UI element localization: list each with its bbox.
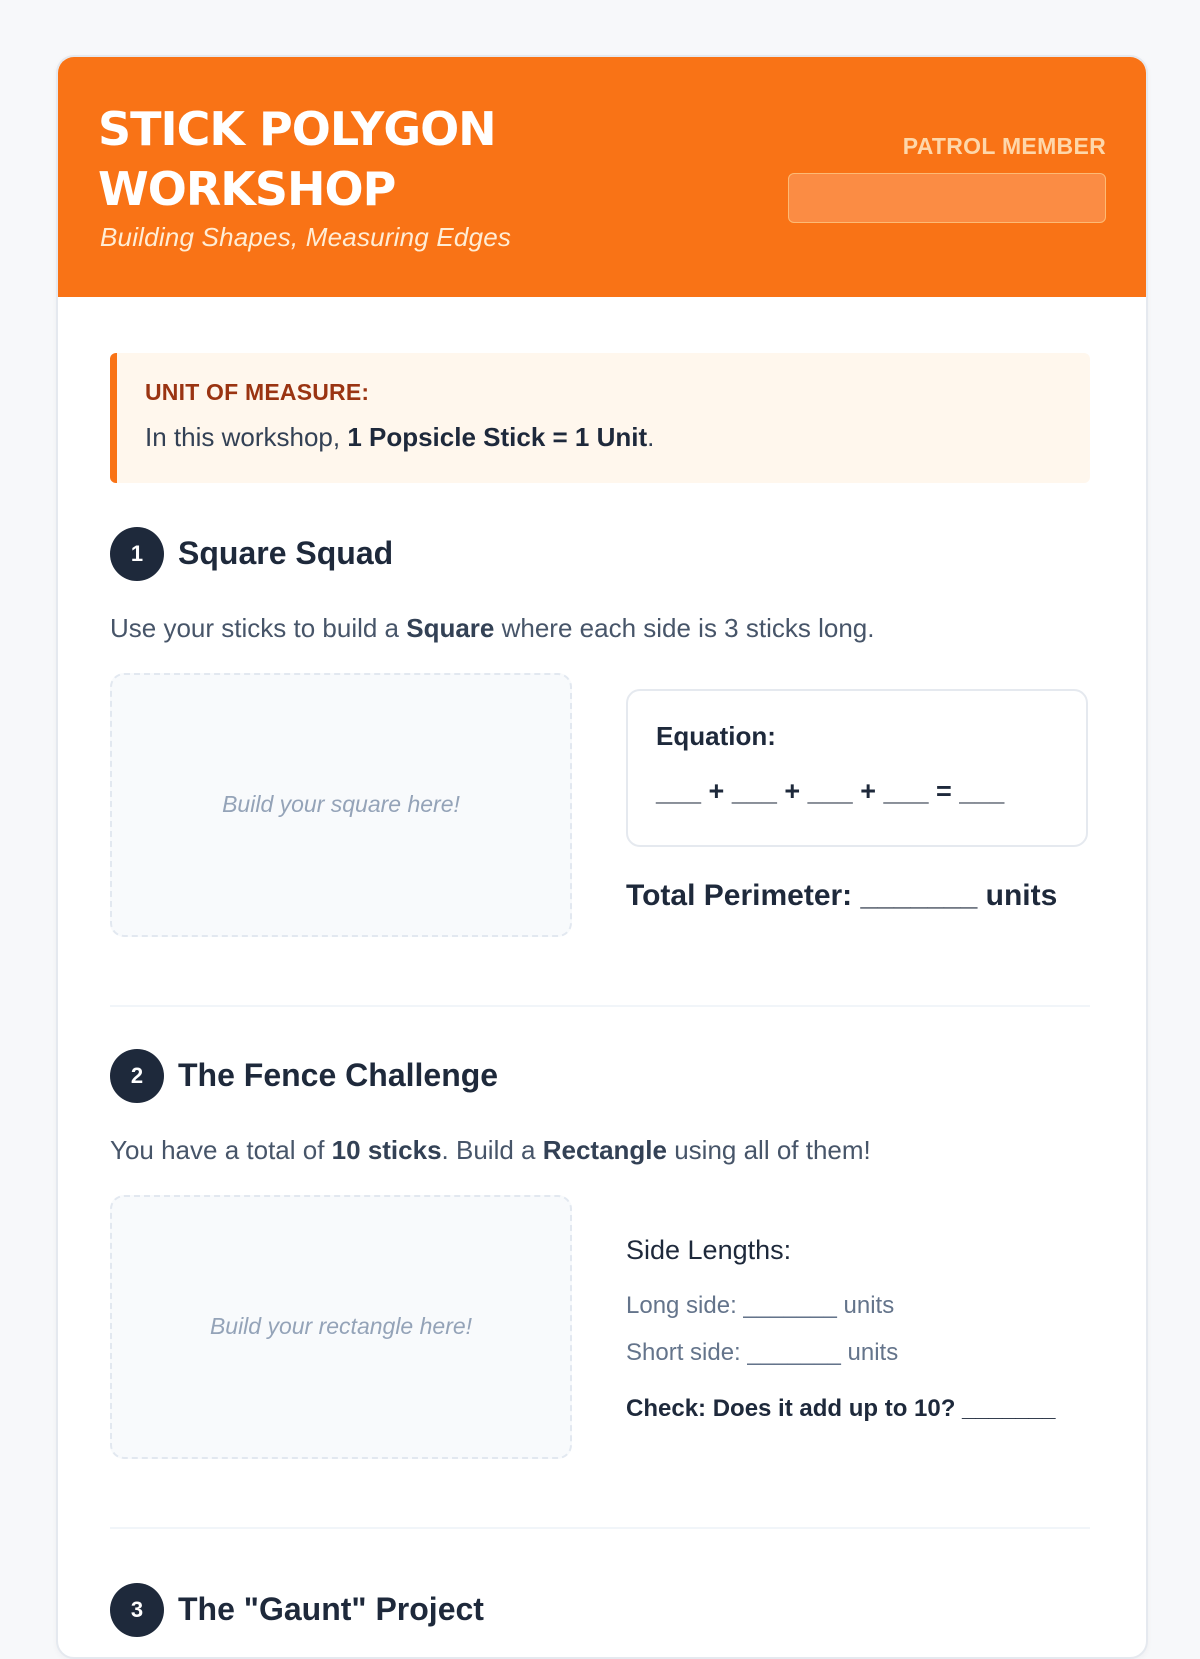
unit-note-text [145,422,1062,453]
desc-bold: Square [406,613,495,643]
section-description [110,1135,871,1166]
section-divider [110,1005,1090,1007]
unit-note-prefix: In this workshop, [145,422,348,452]
desc-text: using all of them! [666,1135,871,1165]
check-sum-line: Check: Does it add up to 10? _______ [626,1395,1056,1422]
section-header [110,527,1090,581]
section-number-badge: 2 [110,1049,164,1103]
unit-note-suffix: . [647,422,655,452]
side-lengths-label: Side Lengths: [626,1235,792,1265]
section-description [110,613,874,644]
worksheet-title: STICK POLYGON WORKSHOP [98,102,496,216]
desc-text: You have a total of [110,1135,332,1165]
equation-blanks: ___ + ___ + ___ + ___ = ___ [656,776,1005,806]
desc-text: where each side is 3 sticks long. [494,613,875,643]
section-square-squad [110,527,1090,947]
unit-note-bold: 1 Popsicle Stick = 1 Unit [347,422,648,452]
square-build-area[interactable]: Build your square here! [110,673,572,937]
section-title: The "Gaunt" Project [178,1591,484,1627]
desc-bold: 10 sticks [331,1135,442,1165]
desc-text: . Build a [441,1135,543,1165]
equation-label: Equation: [656,721,776,751]
worksheet-header [58,57,1146,297]
section-number-badge: 1 [110,527,164,581]
unit-note-title: UNIT OF MEASURE: [145,379,370,405]
desc-text: Use your sticks to build a [110,613,407,643]
short-side-line: Short side: _______ units [626,1339,899,1366]
worksheet-subtitle: Building Shapes, Measuring Edges [100,222,512,252]
section-title: Square Squad [178,535,394,571]
section-divider [110,1527,1090,1529]
equation-box [626,689,1088,847]
section-gaunt-project [110,1583,1090,1659]
patrol-member-label: PATROL MEMBER [902,133,1106,159]
section-number-badge: 3 [110,1583,164,1637]
total-perimeter-line: Total Perimeter: _______ units [626,879,1058,912]
section-header [110,1583,1090,1637]
section-title: The Fence Challenge [178,1057,499,1093]
rectangle-build-area[interactable]: Build your rectangle here! [110,1195,572,1459]
section-header [110,1049,1090,1103]
long-side-line: Long side: _______ units [626,1292,895,1319]
desc-bold: Rectangle [542,1135,667,1165]
unit-of-measure-note [110,353,1090,483]
section-fence-challenge [110,1049,1090,1469]
patrol-member-input[interactable] [788,173,1106,223]
worksheet-card [56,55,1148,1659]
